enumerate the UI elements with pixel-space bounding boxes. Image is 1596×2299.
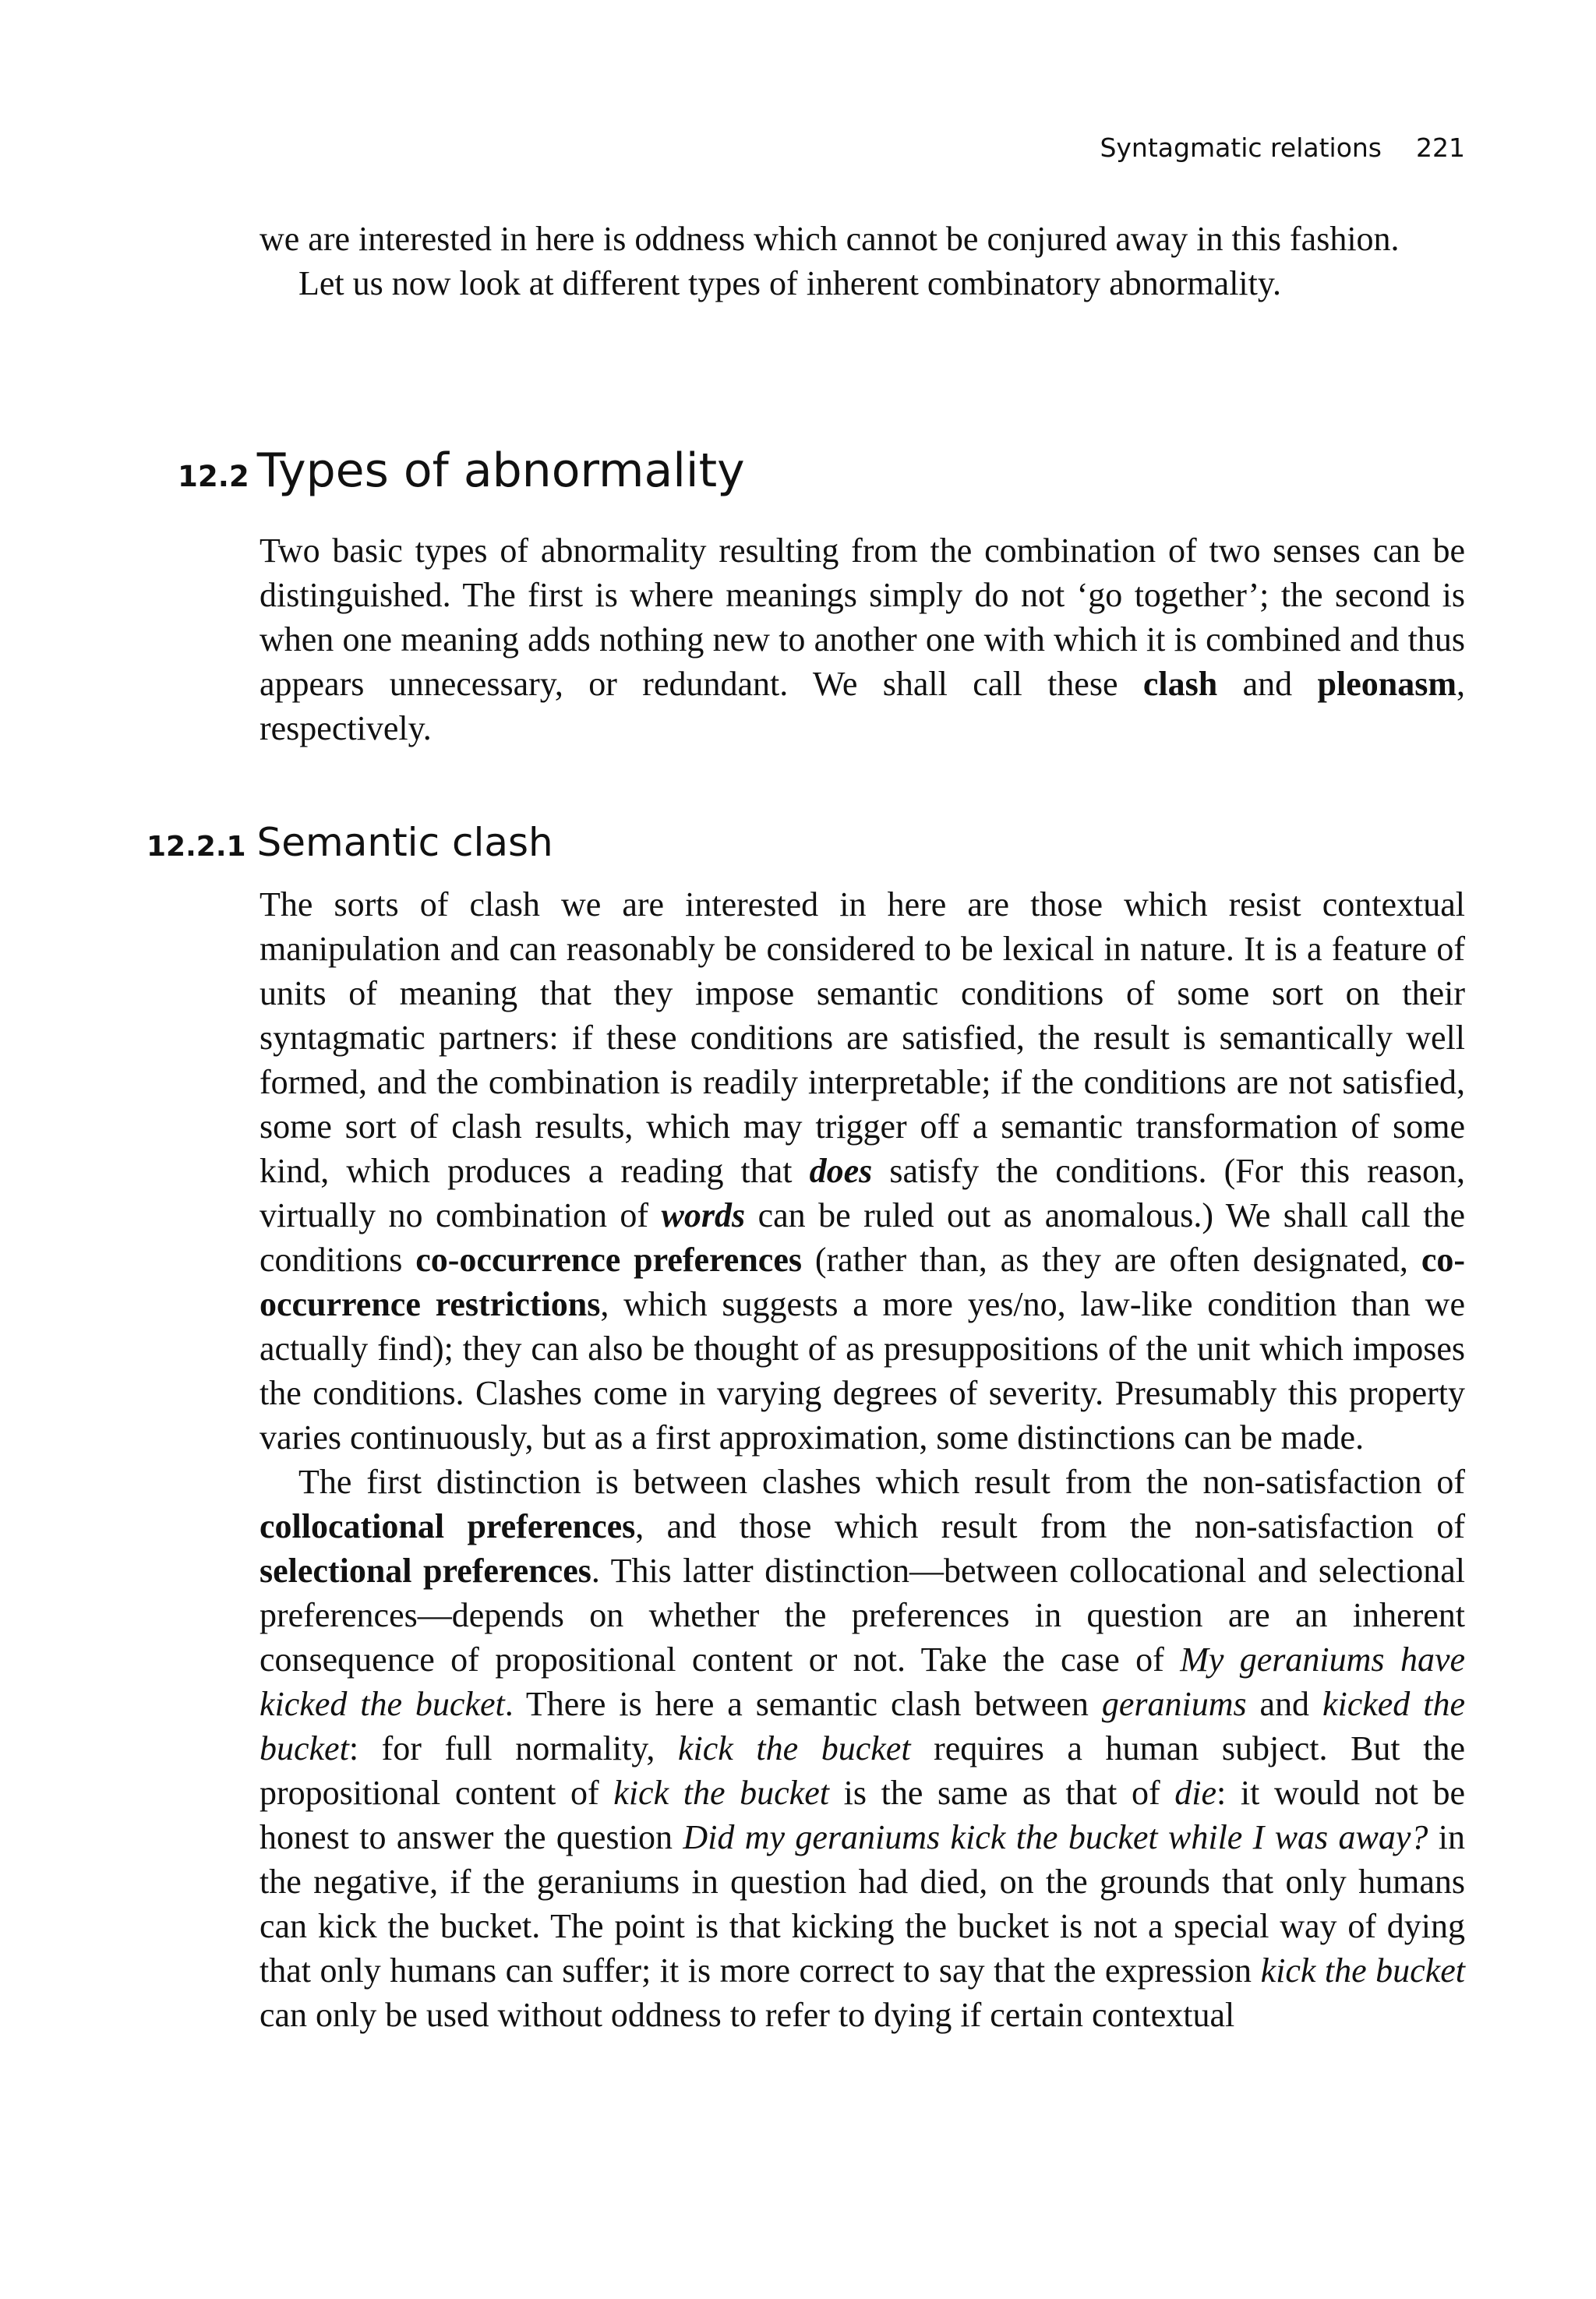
subsection-number: 12.2.1 <box>147 831 246 863</box>
term-co-occurrence-restrictions: co-occurrence restrictions <box>260 1241 1465 1323</box>
paragraph-types-intro: Two basic types of abnormality resulting from the combination of two senses can be distinguished. The first is where meanings simply do not ‘go together’; the second is when one meaning adds nothing new to another one with which it is combined and thus appears unnecessary, or redundant. We shall call these clash and pleonasm, respectively. <box>260 531 1465 747</box>
emphasis-does: does <box>809 1152 873 1190</box>
emphasis-words: words <box>661 1196 746 1234</box>
paragraph-continued: we are interested in here is oddness which cannot be conjured away in this fashion. <box>260 220 1400 258</box>
example-phrase: kicked the bucket <box>260 1685 1465 1768</box>
term-selectional-preferences: selectional preferences <box>260 1552 591 1590</box>
subsection-body <box>260 882 1465 2037</box>
paragraph-clash-definition: The sorts of clash we are interested in here are those which resist contextual manipulation and can reasonably be considered to be lexical in nature. It is a feature of units of meaning that they impose semantic conditions of some sort on their syntagmatic partners: if these conditions are satisfied, the result is semantically well formed, and the combination is readily interpretable; if the conditions are not satisfied, some sort of clash results, which may trigger off a semantic transformation of some kind, which produces a reading that does satisfy the conditions. (For this reason, virtually no combination of words can be ruled out as anomalous.) We shall call the conditions co-occurrence preferences (rather than, as they are often designated, co-occurrence restrictions, which suggests a more yes/no, law-like condition than we actually find); they can also be thought of as presuppositions of the unit which imposes the conditions. Clashes come in varying degrees of severity. Presumably this property varies continuously, but as a first approximation, some distinctions can be made. <box>260 885 1466 1457</box>
term-collocational-preferences: collocational preferences <box>260 1507 636 1545</box>
section-heading <box>178 441 745 506</box>
example-sentence: My geraniums have kicked the bucket <box>260 1640 1465 1723</box>
section-number: 12.2 <box>178 459 249 493</box>
term-co-occurrence-preferences: co-occurrence preferences <box>415 1241 802 1279</box>
example-word: geraniums <box>1101 1685 1247 1723</box>
section-body <box>260 528 1465 750</box>
running-head <box>1036 131 1465 165</box>
example-phrase: kick the bucket <box>678 1729 911 1768</box>
example-phrase: kick the bucket <box>613 1774 829 1812</box>
continued-text <box>260 217 1465 305</box>
paragraph-transition: Let us now look at different types of inherent combinatory abnormality. <box>298 264 1282 302</box>
running-title: Syntagmatic relations <box>1100 132 1382 163</box>
term-clash: clash <box>1142 665 1218 703</box>
term-pleonasm: pleonasm <box>1317 665 1457 703</box>
paragraph-collocational-selectional: The first distinction is between clashes which result from the non-satisfaction of collocational preferences, and those which result from the non-satisfaction of selectional preferences. This latter distinction—between collocational and selectional preferences—depends on whether the preferences in question are an inherent consequence of propositional content or not. Take the case of My geraniums have kicked the bucket. There is here a semantic clash between geraniums and kicked the bucket: for full normality, kick the bucket requires a human subject. But the propositional content of kick the bucket is the same as that of die: it would not be honest to answer the question Did my geraniums kick the bucket while I was away? in the negative, if the geraniums in question had died, on the grounds that only humans can kick the bucket. The point is that kicking the bucket is not a special way of dying that only humans can suffer; it is more correct to say that the expression kick the bucket can only be used without oddness to refer to dying if certain contextual <box>260 1463 1466 2034</box>
example-word: die <box>1174 1774 1217 1812</box>
example-phrase: kick the bucket <box>1260 1951 1465 1990</box>
subsection-title: Semantic clash <box>256 820 553 865</box>
section-title: Types of abnormality <box>256 443 745 498</box>
page-number: 221 <box>1416 132 1465 163</box>
example-question: Did my geraniums kick the bucket while I was away? <box>683 1818 1428 1856</box>
subsection-heading <box>147 818 553 872</box>
